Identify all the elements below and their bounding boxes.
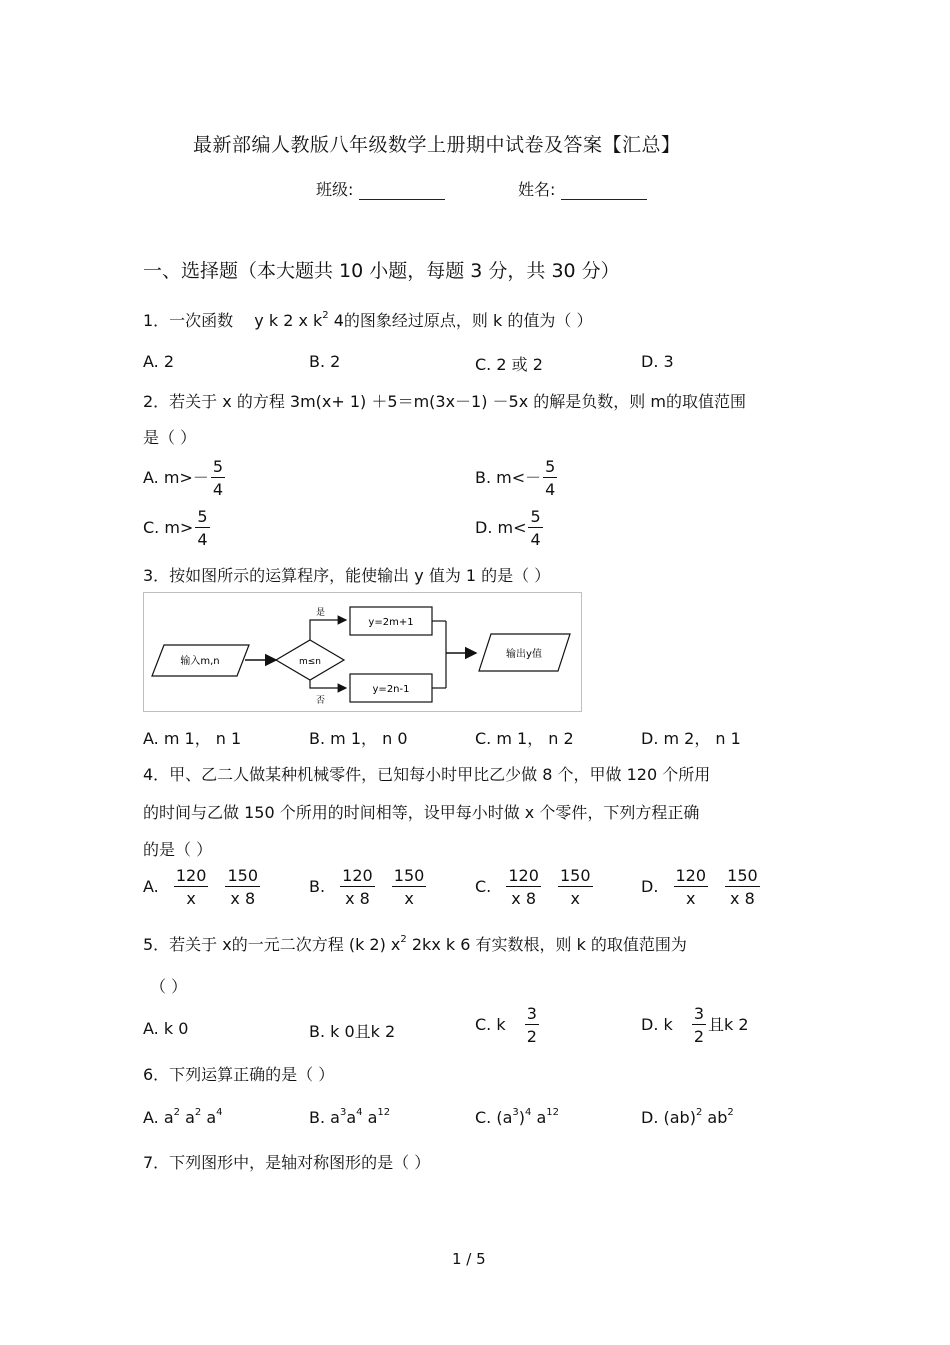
q5-option-c	[475, 1006, 541, 1045]
yes-box-label: y=2m+1	[368, 617, 414, 628]
q5-sup: 2	[400, 934, 407, 945]
denominator: 2	[693, 1027, 705, 1046]
q5-option-a: A. k 0	[143, 1019, 189, 1038]
numerator: 5	[545, 457, 556, 476]
numerator: 120	[508, 866, 539, 885]
q6-option-c	[475, 1108, 559, 1127]
numerator: 150	[393, 866, 425, 885]
section-heading: 一、选择题（本大题共 10 小题，每题 3 分，共 30 分）	[143, 260, 620, 282]
denominator: x	[686, 889, 696, 908]
q3-option-a: A. m 1， n 1	[143, 729, 242, 748]
denominator: 4	[197, 530, 208, 549]
no-label: 否	[316, 696, 326, 706]
q6-b-part: a	[362, 1108, 378, 1127]
q6-c-part: )	[518, 1108, 526, 1127]
q5-c-label: C. k	[475, 1015, 506, 1034]
denominator: x	[404, 889, 414, 908]
class-blank	[359, 181, 445, 200]
numerator: 5	[530, 507, 541, 526]
q5-d-post: 且k 2	[708, 1015, 749, 1034]
q6-a-part: a	[201, 1108, 217, 1127]
q6-a-sup: 2	[173, 1107, 181, 1118]
q7-stem: 7．下列图形中，是轴对称图形的是（ ）	[143, 1153, 431, 1172]
q2-d-label: D. m<	[475, 518, 527, 537]
q2-option-d	[475, 509, 545, 548]
numerator: 120	[675, 866, 707, 885]
q1-sup: 2	[322, 310, 329, 321]
denominator: x 8	[345, 889, 370, 908]
denominator: x	[570, 889, 580, 908]
denominator: 4	[212, 480, 224, 499]
fraction	[225, 868, 260, 907]
q3-stem: 3．按如图所示的运算程序，能使输出 y 值为 1 的是（ ）	[143, 566, 551, 585]
fraction	[725, 868, 760, 907]
fraction	[692, 1006, 706, 1045]
q2-a-label: A. m>－	[143, 468, 209, 487]
flowchart-figure	[143, 592, 582, 712]
denominator: x	[186, 889, 196, 908]
fraction	[506, 868, 541, 907]
numerator: 5	[197, 507, 208, 526]
question-1	[143, 308, 592, 331]
class-label: 班级:	[316, 180, 354, 199]
q6-c-part: C. (a	[475, 1108, 513, 1127]
page-number: 1 / 5	[452, 1250, 486, 1268]
fraction	[674, 868, 709, 907]
q5-line-2: （ ）	[150, 977, 188, 996]
q6-option-d	[641, 1108, 734, 1127]
q1-stem-b: y k 2 x k	[254, 311, 323, 330]
q2-c-label: C. m>	[143, 518, 194, 537]
q5-line-1	[143, 932, 687, 955]
q6-d-sup: 2	[695, 1107, 703, 1118]
q1-stem-c: 4的图象经过原点，则 k 的值为（ ）	[328, 311, 593, 330]
q5-stem-a: 5．若关于 x的一元二次方程 (k 2) x	[143, 935, 401, 954]
yes-label: 是	[316, 608, 326, 618]
denominator: x 8	[511, 889, 536, 908]
q6-c-sup: 3	[512, 1107, 519, 1118]
q1-option-a: A. 2	[143, 352, 175, 371]
q6-c-sup: 12	[546, 1107, 560, 1118]
flowchart-svg	[144, 593, 581, 711]
numerator: 120	[342, 866, 373, 885]
q4-line-2: 的时间与乙做 150 个所用的时间相等，设甲每小时做 x 个零件，下列方程正确	[143, 803, 700, 822]
q4-a-label: A.	[143, 877, 159, 896]
no-arrow	[310, 680, 346, 688]
class-field	[316, 177, 445, 200]
q1-option-b: B. 2	[309, 352, 341, 371]
q1-option-d: D. 3	[641, 352, 674, 371]
input-label: 输入m,n	[180, 656, 220, 667]
q2-option-b	[475, 459, 559, 498]
denominator: 4	[545, 480, 556, 499]
q6-a-sup: 4	[216, 1107, 223, 1118]
fraction	[340, 868, 375, 907]
q2-line-1: 2．若关于 x 的方程 3m(x+ 1) ＋5＝m(3x－1) －5x 的解是负数，则 m的取值范围	[143, 392, 746, 411]
q6-stem: 6．下列运算正确的是（ ）	[143, 1065, 335, 1084]
q2-option-a	[143, 459, 227, 498]
fraction	[174, 868, 209, 907]
q6-a-part: a	[180, 1108, 195, 1127]
fraction	[525, 1006, 539, 1045]
q6-b-sup: 3	[339, 1107, 347, 1118]
q6-c-part: a	[531, 1108, 547, 1127]
q6-d-sup: 2	[727, 1107, 734, 1118]
q3-option-c: C. m 1， n 2	[475, 729, 574, 748]
denominator: x 8	[730, 889, 755, 908]
q4-option-d	[641, 868, 762, 907]
q6-option-b	[309, 1108, 390, 1127]
q2-b-label: B. m<－	[475, 468, 542, 487]
fraction	[528, 509, 542, 548]
name-field	[518, 177, 647, 200]
q3-option-d: D. m 2， n 1	[641, 729, 741, 748]
name-blank	[561, 181, 647, 200]
q2-line-2: 是（ ）	[143, 428, 197, 447]
fraction	[543, 459, 557, 498]
numerator: 5	[212, 457, 224, 476]
q4-option-c	[475, 868, 595, 907]
q4-c-label: C.	[475, 877, 492, 896]
yes-arrow	[310, 620, 346, 640]
q6-a-part: A. a	[143, 1108, 174, 1127]
fraction	[392, 868, 427, 907]
q2-option-c	[143, 509, 212, 548]
q4-option-a	[143, 868, 262, 907]
q6-d-part: D. (ab)	[641, 1108, 696, 1127]
fraction	[211, 459, 225, 498]
numerator: 3	[526, 1004, 537, 1023]
numerator: 120	[175, 866, 207, 885]
q6-d-part: ab	[702, 1108, 728, 1127]
q5-stem-b: 2kx k 6 有实数根，则 k 的取值范围为	[406, 935, 687, 954]
q6-b-part: a	[346, 1108, 357, 1127]
q1-option-c: C. 2 或 2	[475, 355, 543, 374]
q6-b-sup: 4	[356, 1107, 363, 1118]
q3-option-b: B. m 1， n 0	[309, 729, 408, 748]
fraction	[195, 509, 209, 548]
page-title: 最新部编人教版八年级数学上册期中试卷及答案【汇总】	[193, 134, 681, 156]
q6-c-sup: 4	[525, 1107, 532, 1118]
decision-label: m≤n	[298, 657, 322, 667]
numerator: 3	[693, 1004, 705, 1023]
q6-b-sup: 12	[377, 1107, 391, 1118]
q5-option-d	[641, 1006, 749, 1045]
q5-option-b: B. k 0且k 2	[309, 1022, 396, 1041]
output-label: 输出y值	[506, 649, 542, 660]
q5-d-label: D. k	[641, 1015, 673, 1034]
q4-b-label: B.	[309, 877, 326, 896]
q6-a-sup: 2	[194, 1107, 202, 1118]
q4-d-label: D.	[641, 877, 659, 896]
no-box-label: y=2n-1	[372, 684, 410, 695]
q1-stem-a: 1．一次函数	[143, 311, 234, 330]
q6-option-a	[143, 1108, 223, 1127]
q4-line-3: 的是（ ）	[143, 840, 213, 859]
numerator: 150	[727, 866, 758, 885]
fraction	[558, 868, 593, 907]
q4-line-1: 4．甲、乙二人做某种机械零件，已知每小时甲比乙少做 8 个，甲做 120 个所用	[143, 765, 711, 784]
numerator: 150	[560, 866, 591, 885]
denominator: 2	[526, 1027, 537, 1046]
denominator: 4	[530, 530, 541, 549]
q4-option-b	[309, 868, 428, 907]
numerator: 150	[227, 866, 259, 885]
name-label: 姓名:	[518, 180, 556, 199]
denominator: x 8	[230, 889, 256, 908]
q6-b-part: B. a	[309, 1108, 340, 1127]
